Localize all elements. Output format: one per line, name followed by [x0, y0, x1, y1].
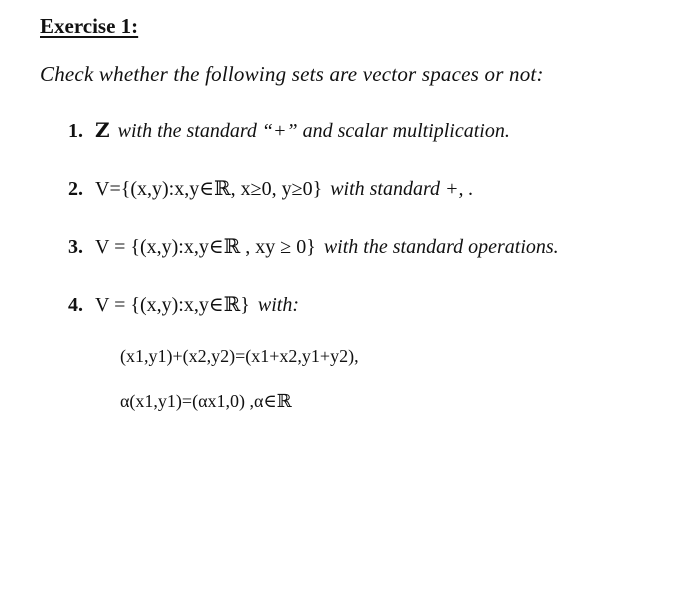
item-number: 4. [68, 294, 83, 316]
item-set: V = {(x,y):x,y∈ℝ , xy ≥ 0} [95, 236, 316, 258]
item-text: with standard +, . [330, 178, 474, 200]
item-text: with the standard operations. [323, 236, 559, 258]
exercise-intro: Check whether the following sets are vector spaces or not: [40, 62, 544, 86]
scalar-multiplication-formula: α(x1,y1)=(αx1,0) ,α∈ℝ [120, 391, 292, 411]
item-set: V = {(x,y):x,y∈ℝ} [95, 294, 250, 316]
item-text: with: [257, 294, 299, 316]
item-number: 3. [68, 236, 83, 258]
list-item-2 [68, 176, 474, 201]
item-set: Z [95, 118, 110, 142]
addition-formula: (x1,y1)+(x2,y2)=(x1+x2,y1+y2), [120, 346, 359, 366]
item-number: 2. [68, 178, 83, 200]
list-item-4 [68, 292, 299, 317]
list-item-1 [68, 118, 510, 143]
list-item-3 [68, 234, 559, 259]
item-text: with the standard “+” and scalar multiplication. [117, 120, 510, 142]
item-number: 1. [68, 120, 83, 142]
item-set: V={(x,y):x,y∈ℝ, x≥0, y≥0} [95, 178, 323, 200]
exercise-heading: Exercise 1: [40, 14, 139, 38]
